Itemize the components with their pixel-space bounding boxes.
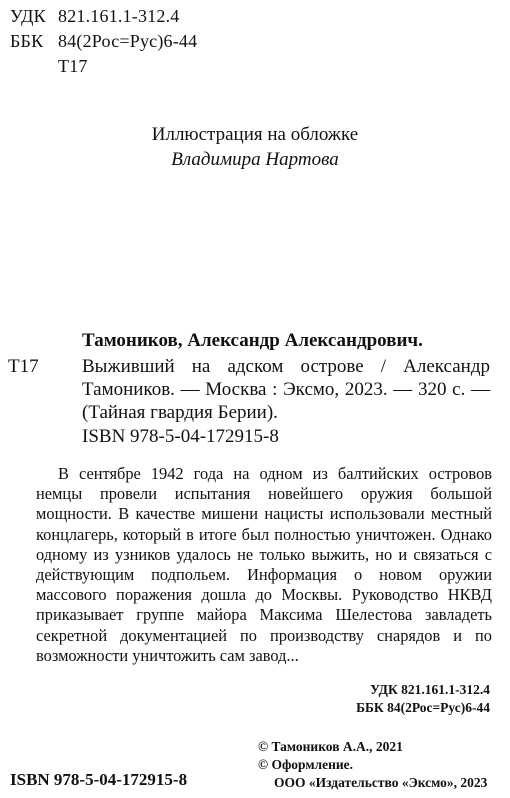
illustration-credit-line1: Иллюстрация на обложке bbox=[151, 124, 359, 145]
author-heading: Тамоников, Александр Александрович. bbox=[82, 330, 423, 351]
udk-label: УДК bbox=[10, 6, 46, 26]
author-mark-top: Т17 bbox=[58, 56, 88, 76]
isbn-bottom: ISBN 978-5-04-172915-8 bbox=[10, 770, 188, 789]
copyright-design: © Оформление. bbox=[258, 757, 354, 772]
bbk-label: ББК bbox=[10, 31, 44, 51]
copyright-publisher: ООО «Издательство «Эксмо», 2023 bbox=[274, 775, 488, 790]
author-mark-side: Т17 bbox=[8, 356, 39, 377]
annotation-text: В сентябре 1942 года на одном из балтийских островов немцы провели испытания новейшего оружия большой мощности. В качестве мишени нацисты использовали местный концлагерь, который в итоге был полностью уничтожен. Однако одному из узников удалось не только выжить, но и связаться с действующим подпольем. Информация о новом оружии массового поражения дошла до Москвы. Руководство НКВД приказывает группе майора Максима Шелестова завладеть секретной документацией по производству снарядов и по возможности уничтожить сам завод... bbox=[36, 464, 492, 665]
bbk-line bbox=[10, 31, 197, 51]
isbn-catalog: ISBN 978-5-04-172915-8 bbox=[82, 426, 279, 447]
bibliographic-description: Выживший на адском острове / Александр Тамоников. — Москва : Эксмо, 2023. — 320 с. — (Тайная гвардия Берии). bbox=[82, 356, 490, 423]
footer-udk: УДК 821.161.1-312.4 bbox=[370, 682, 490, 697]
bbk-value: 84(2Рос=Рус)6-44 bbox=[58, 31, 198, 51]
illustration-credit-artist: Владимира Нартова bbox=[171, 149, 339, 170]
udk-value: 821.161.1-312.4 bbox=[58, 6, 180, 26]
udk-line bbox=[10, 6, 180, 26]
copyright-author: © Тамоников А.А., 2021 bbox=[258, 739, 403, 754]
footer-bbk: ББК 84(2Рос=Рус)6-44 bbox=[356, 700, 490, 715]
